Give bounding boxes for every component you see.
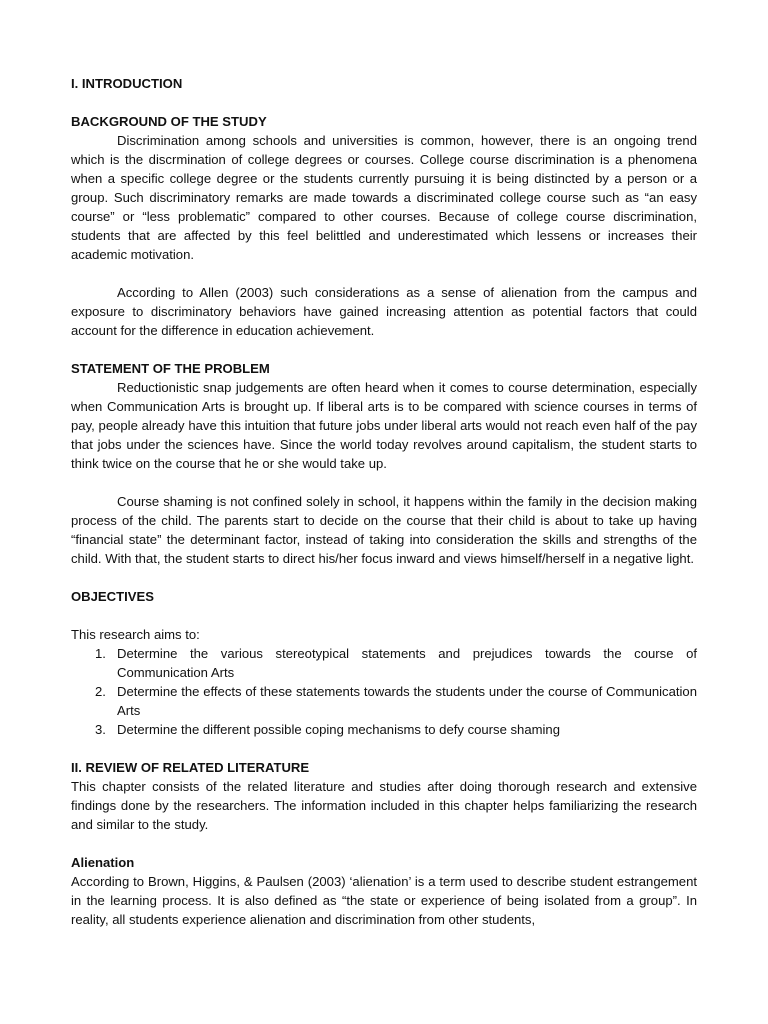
spacer — [71, 264, 697, 283]
spacer — [71, 834, 697, 853]
spacer — [71, 739, 697, 758]
spacer — [71, 473, 697, 492]
background-paragraph-1: Discrimination among schools and universities is common, however, there is an ongoing trend which is the discrmination of college degrees or courses. College course discrimination is a phenomena when a specific college degree or the students currently pursuing it is being distincted by a person or a group. Such discriminatory remarks are made towards a discriminated college course such as “an easy course” or “less problematic” compared to other courses. Because of college course discrimination, students that are affected by this feel belittled and underestimated which lessens or increases their academic motivation. — [71, 133, 697, 262]
background-paragraph-2: According to Allen (2003) such considerations as a sense of alienation from the campus and exposure to discriminatory behaviors have gained increasing attention as potential factors that could account for the difference in education achievement. — [71, 285, 697, 338]
alienation-heading: Alienation — [71, 855, 135, 870]
objective-item-3: Determine the different possible coping mechanisms to defy course shaming — [117, 722, 560, 737]
objective-item-1: Determine the various stereotypical statements and prejudices towards the course of Communication Arts — [117, 646, 697, 680]
objectives-heading: OBJECTIVES — [71, 589, 154, 604]
spacer — [71, 568, 697, 587]
problem-paragraph-2: Course shaming is not confined solely in school, it happens within the family in the decision making process of the child. The parents start to decide on the course that their child is about to take up having “financial state” the determinant factor, instead of taking into consideration the skills and strengths of the child. With that, the student starts to direct his/her focus inward and views himself/herself in a negative light. — [71, 494, 697, 566]
spacer — [71, 93, 697, 112]
problem-paragraph-1: Reductionistic snap judgements are often heard when it comes to course determination, especially when Communication Arts is brought up. If liberal arts is to be compared with science courses in terms of pay, people already have this intuition that future jobs under liberal arts would not reach even half of the pay that jobs under the sciences have. Since the world today revolves around capitalism, the student starts to think twice on the course that he or she would take up. — [71, 380, 697, 471]
objective-item-2: Determine the effects of these statements towards the students under the course of Communication Arts — [117, 684, 697, 718]
introduction-heading: I. INTRODUCTION — [71, 76, 183, 91]
problem-heading: STATEMENT OF THE PROBLEM — [71, 361, 270, 376]
objectives-intro: This research aims to: — [71, 627, 200, 642]
background-heading: BACKGROUND OF THE STUDY — [71, 114, 267, 129]
review-paragraph: This chapter consists of the related literature and studies after doing thorough research and extensive findings done by the researchers. The information included in this chapter helps familiarizing the research and similar to the study. — [71, 779, 697, 832]
objectives-list — [71, 644, 697, 739]
document-page — [71, 74, 697, 929]
alienation-paragraph: According to Brown, Higgins, & Paulsen (2003) ‘alienation’ is a term used to describe student estrangement in the learning process. It is also defined as “the state or experience of being isolated from a group”. In reality, all students experience alienation and discrimination from other students, — [71, 874, 697, 927]
spacer — [71, 340, 697, 359]
review-heading: II. REVIEW OF RELATED LITERATURE — [71, 760, 310, 775]
spacer — [71, 606, 697, 625]
